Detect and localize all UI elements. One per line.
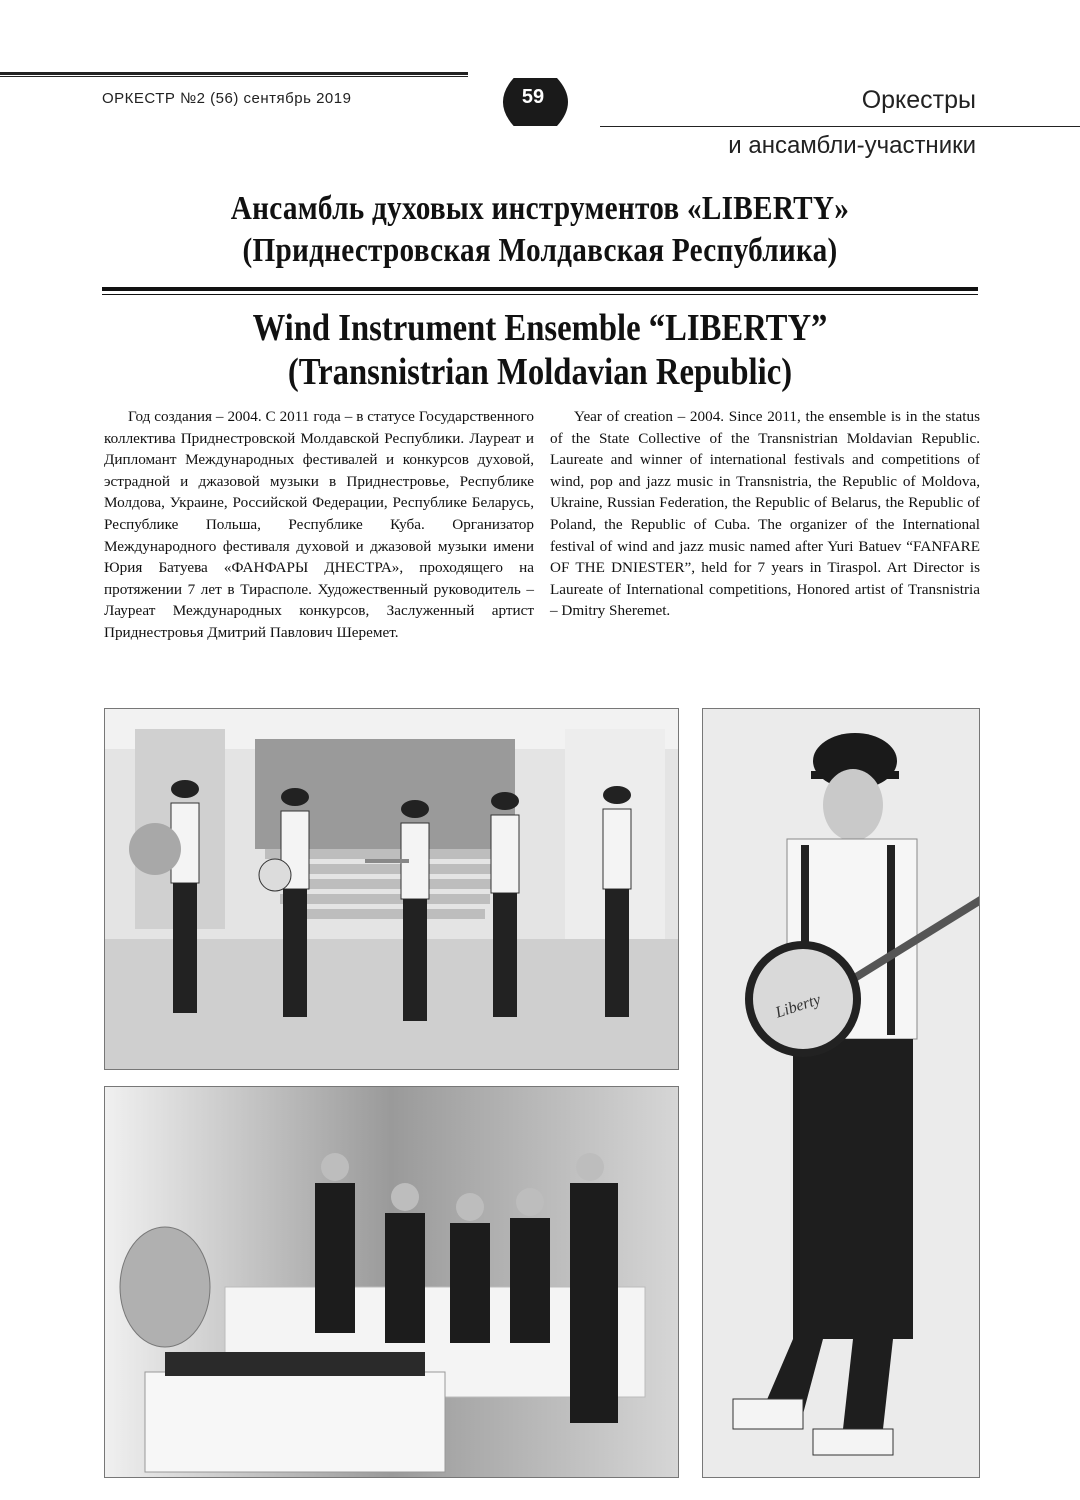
section-subtitle: и ансамбли-участники: [728, 132, 976, 159]
photo-ensemble-seated: [104, 1086, 679, 1478]
header-rule-thick: [0, 72, 468, 75]
photo-banjo-player: [702, 708, 980, 1478]
title-rule-thin: [102, 294, 978, 295]
photo-ensemble-standing: [104, 708, 679, 1070]
article-title-ru: [162, 188, 919, 272]
title-rule-thick: [102, 287, 978, 291]
page-number: 59: [521, 86, 545, 108]
title-ru-line1: Ансамбль духовых инструментов «LIBERTY»: [230, 190, 850, 227]
title-ru-line2: (Приднестровская Молдавская Республика): [242, 232, 838, 269]
magazine-issue: ОРКЕСТР №2 (56) сентябрь 2019: [102, 90, 352, 107]
body-column-en: [550, 406, 980, 622]
section-title: Оркестры: [861, 86, 976, 114]
title-en-line2: (Transnistrian Moldavian Republic): [287, 351, 793, 393]
body-text-en: Year of creation – 2004. Since 2011, the ensemble is in the status of the State Collective of the Transnistrian Moldavian Republic. Laureate and winner of international festivals and competitions of wind, pop and jazz music in Transnistria, the Republic of Moldova, Ukraine, Russian Federation, the Republic of Belarus, the Republic of Poland, the Republic of Cuba. The organizer of the International festival of wind and jazz music named after Yuri Batuev “FANFARE OF THE DNIESTER”, held for 7 years in Tiraspol. Art Director is Laureate of International competitions, Honored artist of Transnistria – Dmitry Sheremet.: [550, 408, 980, 620]
banjo-brand-text: Liberty: [773, 991, 823, 1022]
body-column-ru: [104, 406, 534, 644]
header-rule-thin: [0, 76, 468, 77]
article-title-en: [162, 306, 919, 394]
section-rule: [600, 126, 1080, 127]
title-en-line1: Wind Instrument Ensemble “LIBERTY”: [252, 307, 828, 349]
body-text-ru: Год создания – 2004. С 2011 года – в статусе Государственного коллектива Приднестровской Молдавской Республики. Лауреат и Дипломант Международных фестивалей и конкурсов духовой, эстрадной и джазовой музыки в Приднестровье, Республике Молдова, Украине, Российской Федерации, Республике Беларусь, Республике Польша, Республике Куба. Организатор Международного фестиваля духовой и джазовой музыки имени Юрия Батуева «ФАНФАРЫ ДНЕСТРА», проходящего на протяжении 7 лет в Тирасполе. Художественный руководитель – Лауреат Международных конкурсов, Заслуженный артист Приднестровья Дмитрий Павлович Шеремет.: [104, 408, 534, 641]
